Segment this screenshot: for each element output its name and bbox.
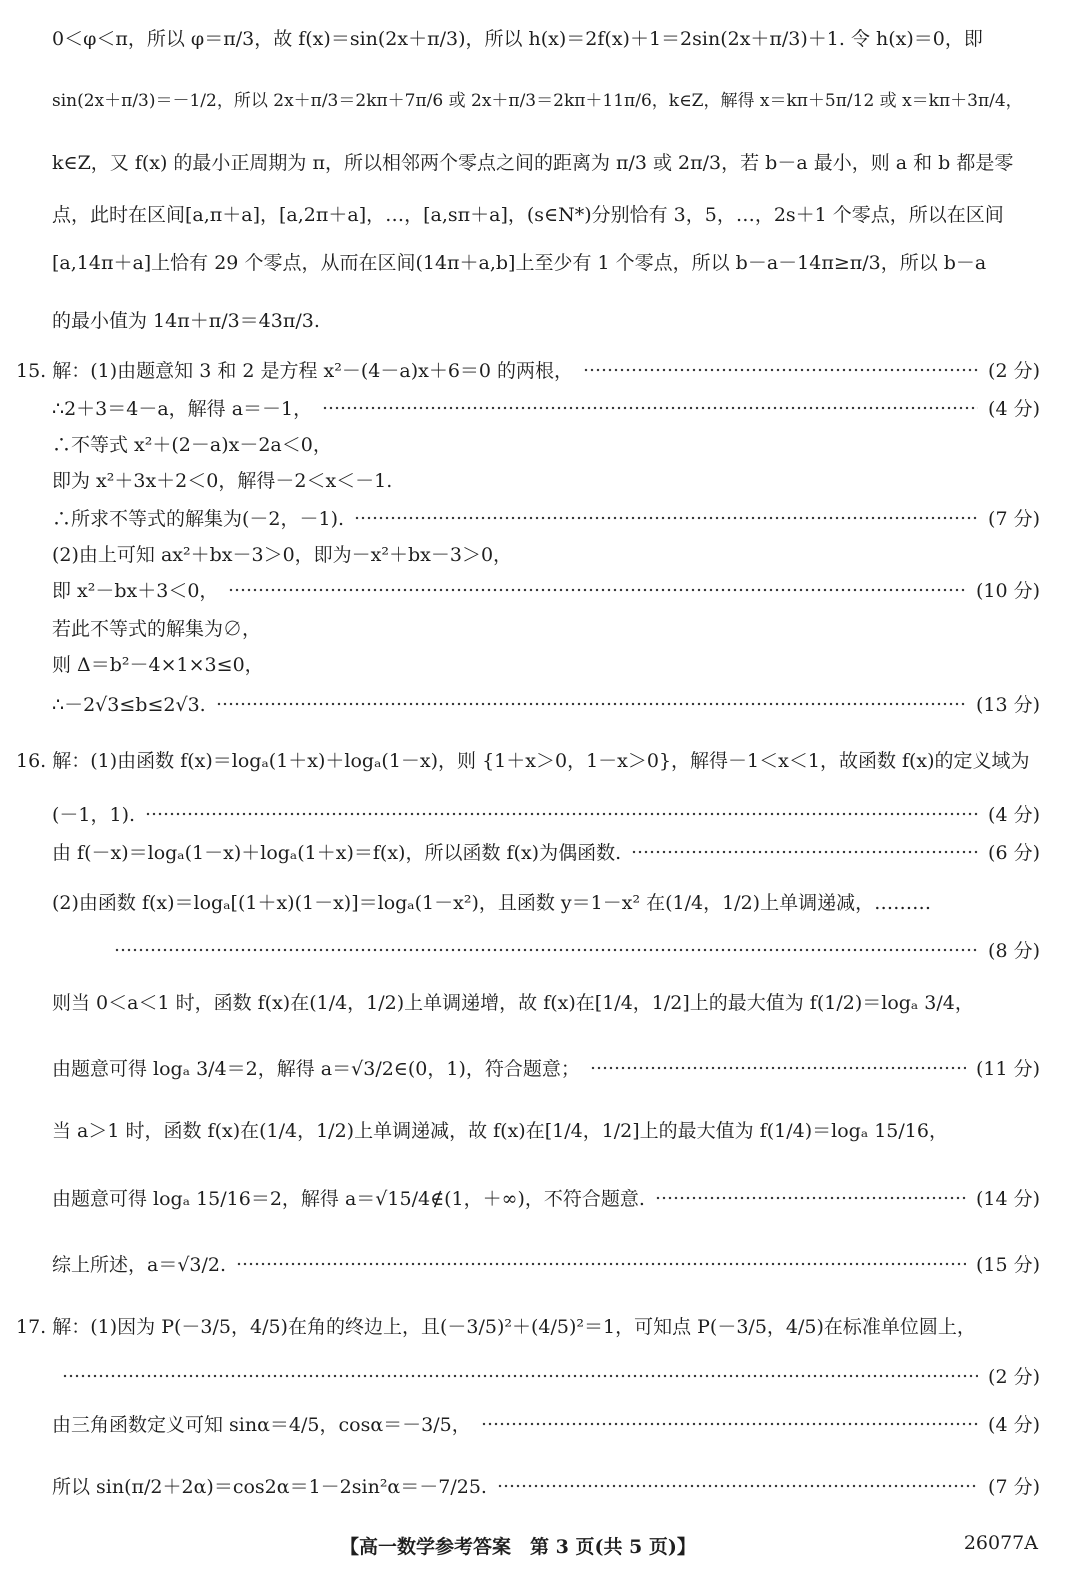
solution-16-line-2: (－1，1). (4 分) (52, 800, 1040, 827)
solution-14-line-4: 点，此时在区间[a,π＋a]，[a,2π＋a]，…，[a,sπ＋a]，(s∈N*)分别恰有 3，5，…，2s＋1 个零点，所以在区间 (52, 204, 1004, 226)
score: (6 分) (988, 842, 1040, 864)
solution-14-line-5: [a,14π＋a]上恰有 29 个零点，从而在区间(14π＋a,b]上至少有 1 个零点，所以 b－a－14π≥π/3，所以 b－a (52, 252, 987, 274)
solution-16-line-5 (104, 936, 1040, 963)
page-footer (0, 1532, 1080, 1562)
score: (7 分) (988, 508, 1040, 530)
score: (4 分) (988, 804, 1040, 826)
score: (7 分) (988, 1476, 1040, 1498)
solution-15-line-1: 15. 解：(1)由题意知 3 和 2 是方程 x²－(4－a)x＋6＝0 的两根， (2 分) (16, 356, 1040, 383)
leader-dots (655, 1196, 966, 1200)
solution-17-line-1: 17. 解：(1)因为 P(－3/5，4/5)在角的终边上，且(－3/5)²＋(4/5)²＝1，可知点 P(－3/5，4/5)在标准单位圆上， (16, 1316, 976, 1338)
score: (2 分) (988, 1366, 1040, 1388)
score: (10 分) (975, 580, 1040, 602)
solution-15-line-10: ∴－2√3≤b≤2√3. (13 分) (52, 690, 1040, 717)
solution-15-line-6: (2)由上可知 ax²＋bx－3＞0，即为－x²＋bx－3＞0， (52, 544, 513, 566)
solution-14-line-1: 0＜φ＜π，所以 φ＝π/3，故 f(x)＝sin(2x＋π/3)，所以 h(x)＝2f(x)＋1＝2sin(2x＋π/3)＋1. 令 h(x)＝0，即 (52, 28, 983, 50)
leader-dots (216, 702, 966, 706)
score: (2 分) (988, 360, 1040, 382)
footer-title: 【高一数学参考答案 第 3 页(共 5 页)】 (340, 1536, 696, 1558)
leader-dots (228, 588, 966, 592)
leader-dots (145, 812, 978, 816)
leader-dots (590, 1066, 966, 1070)
solution-16-line-7: 由题意可得 logₐ 3/4＝2，解得 a＝√3/2∈(0，1)，符合题意； (11 分) (52, 1054, 1040, 1081)
leader-dots (481, 1422, 978, 1426)
solution-15-line-8: 若此不等式的解集为∅， (52, 618, 262, 640)
score: (13 分) (975, 694, 1040, 716)
solution-15-line-4: 即为 x²＋3x＋2＜0，解得－2＜x＜－1. (52, 470, 393, 492)
solution-14-line-3: k∈Z，又 f(x) 的最小正周期为 π，所以相邻两个零点之间的距离为 π/3 或 2π/3，若 b－a 最小，则 a 和 b 都是零 (52, 152, 1014, 174)
solution-17-line-3: 由三角函数定义可知 sinα＝4/5，cosα＝－3/5， (4 分) (52, 1410, 1040, 1437)
leader-dots (583, 368, 978, 372)
solution-16-line-10: 综上所述，a＝√3/2. (15 分) (52, 1250, 1040, 1277)
solution-15-line-2: ∴2＋3＝4－a，解得 a＝－1， (4 分) (52, 394, 1040, 421)
solution-15-line-3: ∴不等式 x²＋(2－a)x－2a＜0， (52, 434, 332, 456)
solution-14-line-2: sin(2x＋π/3)＝－1/2，所以 2x＋π/3＝2kπ＋7π/6 或 2x＋π/3＝2kπ＋11π/6，k∈Z，解得 x＝kπ＋5π/12 或 x＝kπ＋3π/4， (52, 91, 1023, 111)
score: (4 分) (988, 398, 1040, 420)
score: (8 分) (988, 940, 1040, 962)
solution-15-line-7: 即 x²－bx＋3＜0， (10 分) (52, 576, 1040, 603)
solution-15-line-5: ∴所求不等式的解集为(－2，－1). (7 分) (52, 504, 1040, 531)
solution-17-line-2 (52, 1362, 1040, 1389)
leader-dots (497, 1484, 978, 1488)
solution-17-line-4: 所以 sin(π/2＋2α)＝cos2α＝1－2sin²α＝－7/25. (7 分) (52, 1472, 1040, 1499)
solution-16-line-1: 16. 解：(1)由函数 f(x)＝logₐ(1＋x)＋logₐ(1－x)，则 {1＋x＞0，1－x＞0}，解得－1＜x＜1，故函数 f(x)的定义域为 (16, 750, 1030, 772)
document-code: 26077A (963, 1532, 1038, 1554)
solution-16-line-9: 由题意可得 logₐ 15/16＝2，解得 a＝√15/4∉(1，＋∞)，不符合题意. (14 分) (52, 1184, 1040, 1211)
leader-dots (114, 948, 978, 952)
score: (11 分) (975, 1058, 1040, 1080)
solution-16-line-8: 当 a＞1 时，函数 f(x)在(1/4，1/2)上单调递减，故 f(x)在[1/4，1/2]上的最大值为 f(1/4)＝logₐ 15/16， (52, 1120, 948, 1142)
solution-14-line-6: 的最小值为 14π＋π/3＝43π/3. (52, 310, 320, 332)
leader-dots (236, 1262, 966, 1266)
leader-dots (631, 850, 978, 854)
score: (15 分) (975, 1254, 1040, 1276)
score: (4 分) (988, 1414, 1040, 1436)
solution-16-line-4: (2)由函数 f(x)＝logₐ[(1＋x)(1－x)]＝logₐ(1－x²)，且函数 y＝1－x² 在(1/4，1/2)上单调递减，……… (52, 892, 932, 914)
leader-dots (322, 406, 978, 410)
solution-16-line-3: 由 f(－x)＝logₐ(1－x)＋logₐ(1＋x)＝f(x)，所以函数 f(x)为偶函数. (6 分) (52, 838, 1040, 865)
leader-dots (62, 1374, 978, 1378)
score: (14 分) (975, 1188, 1040, 1210)
solution-16-line-6: 则当 0＜a＜1 时，函数 f(x)在(1/4，1/2)上单调递增，故 f(x)在[1/4，1/2]上的最大值为 f(1/2)＝logₐ 3/4， (52, 992, 974, 1014)
leader-dots (354, 516, 978, 520)
solution-15-line-9: 则 Δ＝b²－4×1×3≤0， (52, 654, 264, 676)
